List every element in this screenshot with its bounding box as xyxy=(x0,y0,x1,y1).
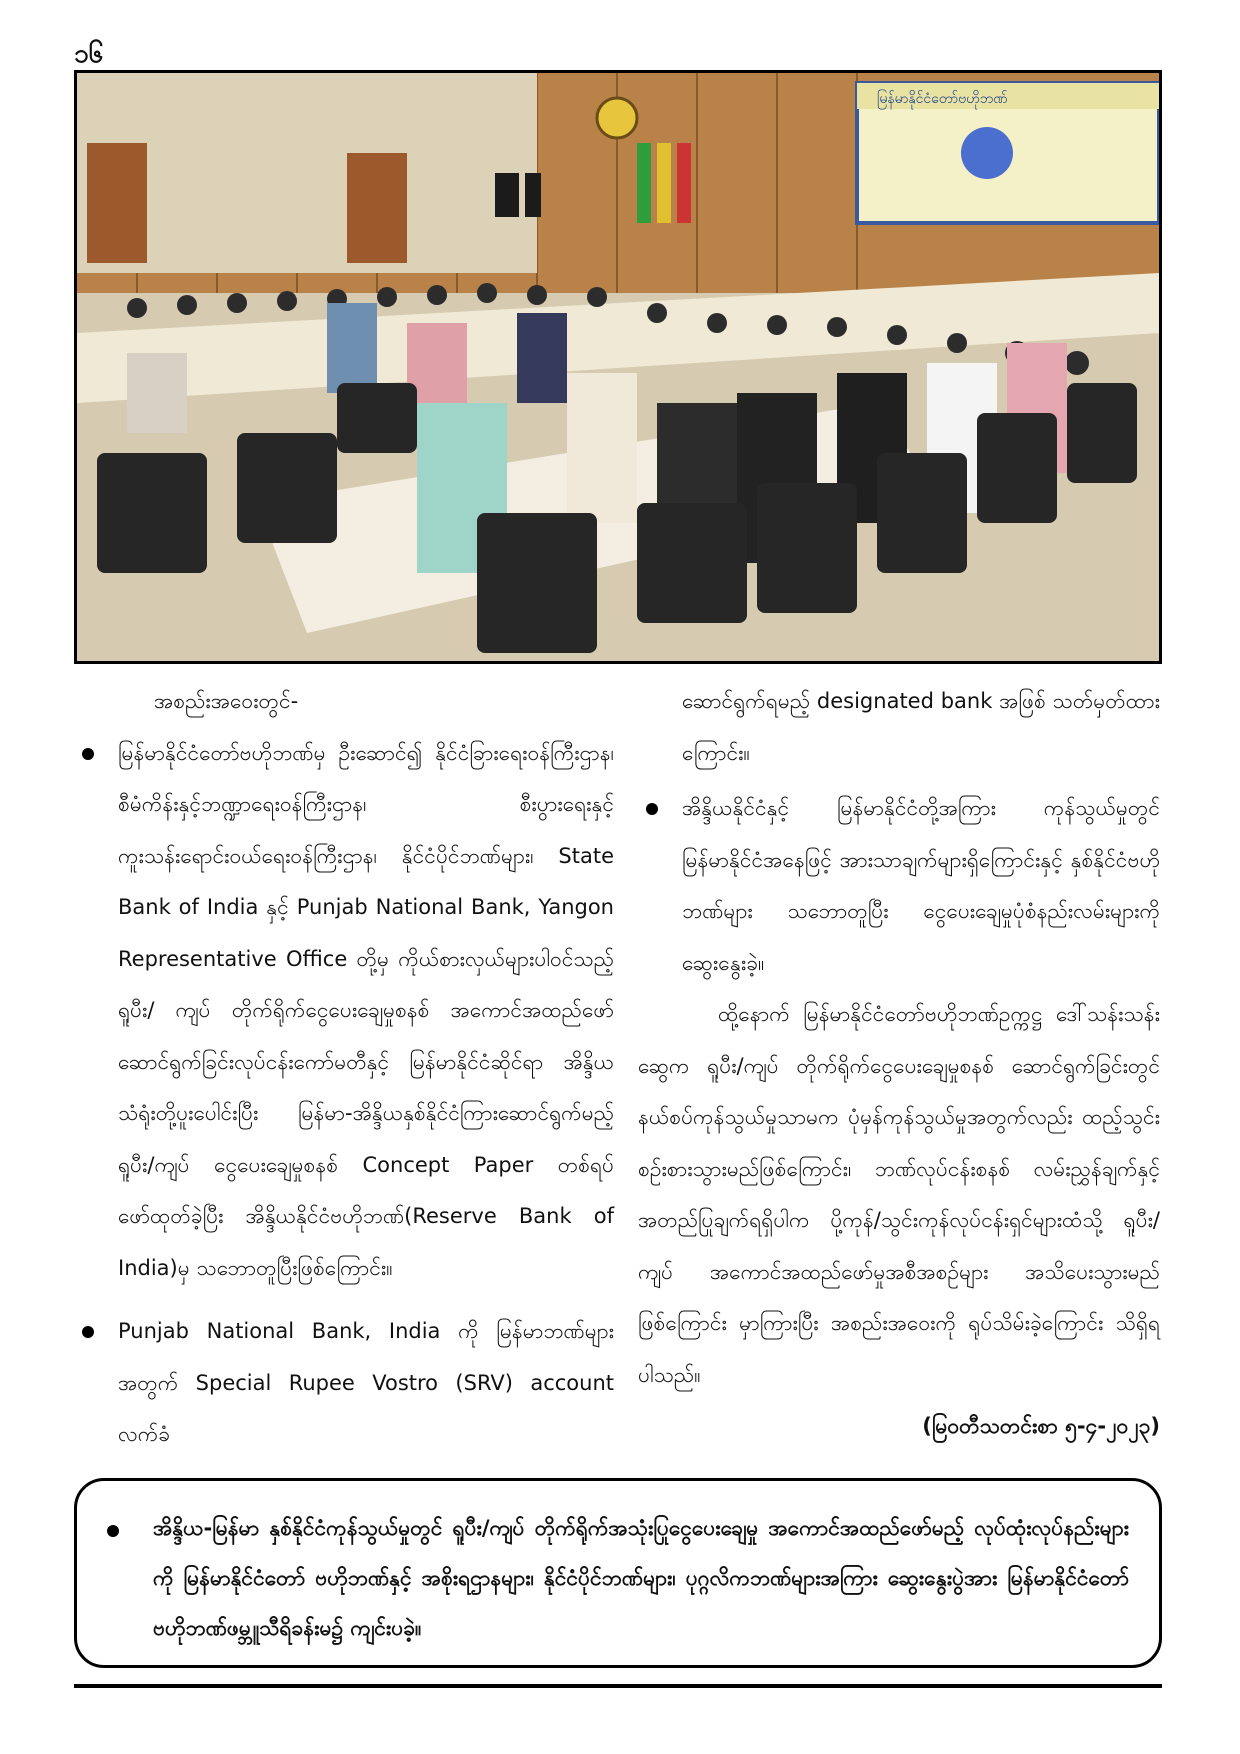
page-number: ၁၆ xyxy=(74,39,104,69)
meeting-photo xyxy=(74,70,1162,664)
highlight-box xyxy=(74,1478,1162,1668)
bullet-item xyxy=(74,1306,614,1461)
bullet-item xyxy=(74,728,614,1295)
bullet-icon xyxy=(107,1525,119,1537)
left-column xyxy=(74,676,614,1461)
bullet-text: အိန္ဒိယနိုင်ငံနှင့် မြန်မာနိုင်ငံတို့အကြား ကုန်သွယ်မှုတွင် မြန်မာနိုင်ငံအနေဖြင့် အားသာချက်များရှိကြောင်းနှင့် နှစ်နိုင်ငံဗဟိုဘဏ်များ သဘောတူပြီး ငွေပေးချေမှုပုံစံနည်းလမ်းများကို ဆွေးနွေးခဲ့။ xyxy=(682,796,1160,975)
bullet-icon xyxy=(82,1326,94,1338)
body-paragraph: ထို့နောက် မြန်မာနိုင်ငံတော်ဗဟိုဘဏ်ဥက္ကဋ္ဌ ဒေါ်သန်းသန်းဆွေက ရူပီး/ကျပ် တိုက်ရိုက်ငွေပေးချေမှုစနစ် ဆောင်ရွက်ခြင်းတွင် နယ်စပ်ကုန်သွယ်မှုသာမက ပုံမှန်ကုန်သွယ်မှုအတွက်လည်း ထည့်သွင်းစဉ်းစားသွားမည်ဖြစ်ကြောင်း၊ ဘဏ်လုပ်ငန်းစနစ် လမ်းညွှန်ချက်နှင့် အတည်ပြုချက်ရရှိပါက ပို့ကုန်/သွင်းကုန်လုပ်ငန်းရှင်များထံသို့ ရူပီး/ ကျပ် အကောင်အထည်ဖော်မှုအစီအစဉ်များ အသိပေးသွားမည်ဖြစ်ကြောင်း မှာကြားပြီး အစည်းအဝေးကို ရုပ်သိမ်းခဲ့ကြောင်း သိရှိရပါသည်။ xyxy=(638,1002,1160,1387)
source-citation: (မြဝတီသတင်းစာ ၅-၄-၂၀၂၃) xyxy=(922,1414,1160,1438)
screen-banner-text: မြန်မာနိုင်ငံတော်ဗဟိုဘဏ် xyxy=(877,91,1008,107)
right-column xyxy=(638,676,1160,1453)
footer-rule xyxy=(74,1684,1162,1688)
bullet-text: Punjab National Bank, India ကို မြန်မာဘဏ်များအတွက် Special Rupee Vostro (SRV) account လက်ခံ xyxy=(118,1319,614,1446)
meeting-room-illustration xyxy=(77,73,1159,661)
bullet-item xyxy=(638,783,1160,989)
bullet-text: မြန်မာနိုင်ငံတော်ဗဟိုဘဏ်မှ ဦးဆောင်၍ နိုင်ငံခြားရေးဝန်ကြီးဌာန၊ စီမံကိန်းနှင့်ဘဏ္ဍာရေးဝန်ကြီးဌာန၊ စီးပွားရေးနှင့်ကူးသန်းရောင်းဝယ်ရေးဝန်ကြီးဌာန၊ နိုင်ငံပိုင်ဘဏ်များ၊ State Bank of India နှင့် Punjab National Bank, Yangon Representative Office တို့မှ ကိုယ်စားလှယ်များပါဝင်သည့် ရူပီး/ ကျပ် တိုက်ရိုက်ငွေပေးချေမှုစနစ် အကောင်အထည်ဖော် ဆောင်ရွက်ခြင်းလုပ်ငန်းကော်မတီနှင့် မြန်မာနိုင်ငံဆိုင်ရာ အိန္ဒိယသံရုံးတို့ပူးပေါင်းပြီး မြန်မာ-အိန္ဒိယနှစ်နိုင်ငံကြားဆောင်ရွက်မည့် ရူပီး/ကျပ် ငွေပေးချေမှုစနစ် Concept Paper တစ်ရပ်ဖော်ထုတ်ခဲ့ပြီး အိန္ဒိယနိုင်ငံဗဟိုဘဏ်(Reserve Bank of India)မှ သဘောတူပြီးဖြစ်ကြောင်း။ xyxy=(118,740,614,1280)
highlight-text: အိန္ဒိယ-မြန်မာ နှစ်နိုင်ငံကုန်သွယ်မှုတွင် ရူပီး/ကျပ် တိုက်ရိုက်အသုံးပြုငွေပေးချေမှု အကောင်အထည်ဖော်မည့် လုပ်ထုံးလုပ်နည်းများကို မြန်မာနိုင်ငံတော် ဗဟိုဘဏ်နှင့် အစိုးရဌာနများ၊ နိုင်ငံပိုင်ဘဏ်များ၊ ပုဂ္ဂလိကဘဏ်များအကြား ဆွေးနွေးပွဲအား မြန်မာနိုင်ငံတော် ဗဟိုဘဏ်ဖမ္ဘူသီရိခန်းမ၌ ကျင်းပခဲ့။ xyxy=(153,1516,1129,1640)
continuation-text: ဆောင်ရွက်ရမည့် designated bank အဖြစ် သတ်မှတ်ထားကြောင်း။ xyxy=(682,689,1160,765)
intro-text: အစည်းအဝေးတွင်- xyxy=(154,689,299,713)
bullet-icon xyxy=(646,803,658,815)
bullet-icon xyxy=(82,748,94,760)
